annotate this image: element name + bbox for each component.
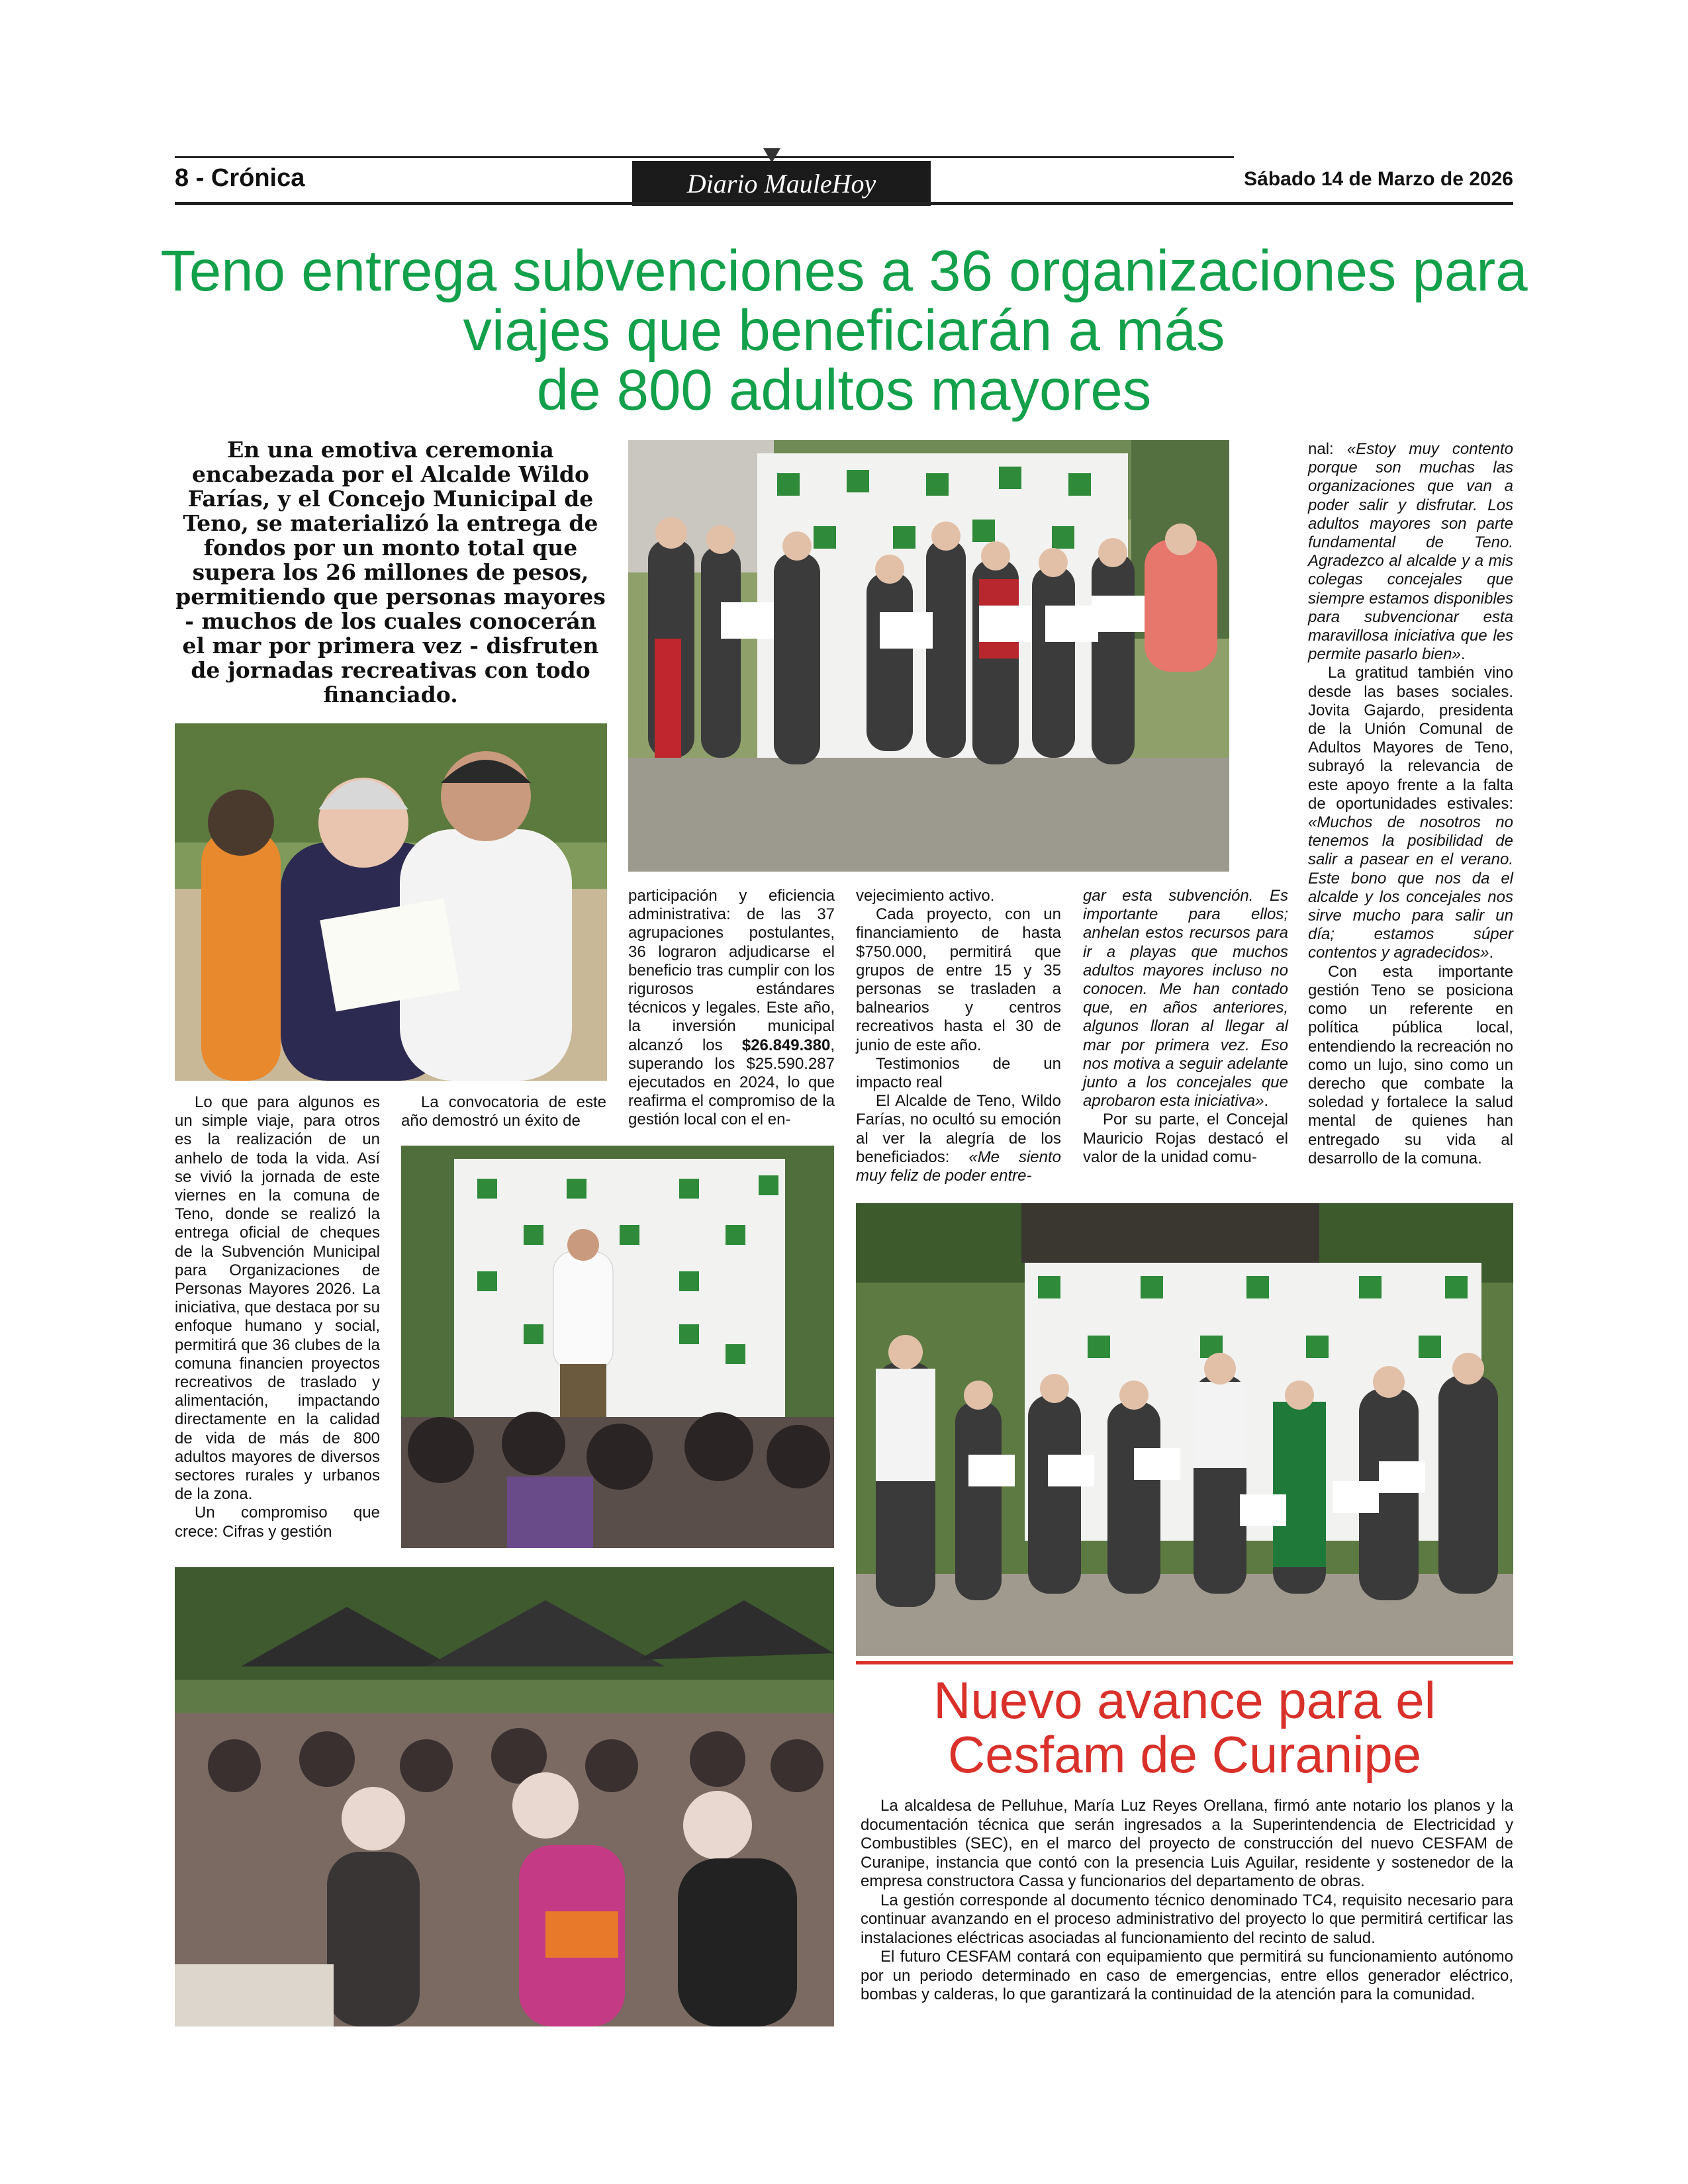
- text-column-2: [401, 1093, 606, 1130]
- paragraph: La convocatoria de este año demostró un éxito de: [401, 1093, 606, 1130]
- photo-group-recipients: [856, 1203, 1513, 1656]
- paragraph: [1308, 440, 1513, 664]
- subheading: Testimonios de un impacto real: [856, 1054, 1061, 1092]
- text-column-3: [628, 887, 835, 1130]
- text-column-1: [175, 1093, 380, 1541]
- section-label: 8 - Crónica: [175, 164, 305, 192]
- header-top-rule: [175, 156, 1234, 158]
- header-bottom-rule: [175, 202, 1513, 205]
- paragraph: La alcaldesa de Pelluhue, María Luz Reyes Orellana, firmó ante notario los planos y la documentación técnica que serán ingresados a la Superintendencia de Electricidad y Combustibles (SEC), en el marco del proyecto de construcción del nuevo CESFAM de Curanipe, instancia que contó con la presencia Luis Aguilar, residente y sostenedor de la empresa constructora Cassa y funcionarios del departamento de obras.: [861, 1797, 1513, 1890]
- text-run: participación y eficiencia administrativa: de las 37 agrupaciones postulantes, 36 lograron adjudicarse el beneficio tras cumplir con los rigurosos estándares técnicos y legales. Este año, la inversión municipal alcanzó los: [628, 887, 835, 1054]
- text-run: .: [1460, 645, 1466, 664]
- text-run: .: [1264, 1092, 1269, 1111]
- headline-line-2: viajes que beneficiarán a más: [463, 298, 1225, 363]
- text-run: El Alcalde de Teno, Wildo Farías, no ocultó su emoción al ver la alegría de los beneficiados:: [856, 1092, 1061, 1166]
- paragraph: [1083, 887, 1288, 1111]
- text-column-4: [856, 887, 1061, 1185]
- quote: «Estoy muy contento porque son muchas las organizaciones que van a poder salir y disfrutar. Los adultos mayores son parte fundamental de Teno. Agradezco al alcalde y a mis colegas concejales que siempre estamos disponibles para subvencionar esta maravillosa iniciativa que les permite pasarlo bien»: [1308, 440, 1513, 664]
- photo-group-ceremony: [628, 440, 1229, 872]
- quote: gar esta subvención. Es importante para ellos; anhelan estos recursos para ir a playas que muchos adultos mayores incluso no conocen. Me han contado que, en años anteriores, algunos lloran al llegar al mar por primera vez. Eso nos motiva a seguir adelante junto a los concejales que aprobaron esta iniciativa»: [1083, 887, 1288, 1111]
- article2-headline: [856, 1673, 1513, 1782]
- paragraph: La gestión corresponde al documento técnico denominado TC4, requisito necesario para continuar avanzando en el proceso administrativo del proyecto lo que permitirá certificar las instalaciones eléctricas asociadas al funcionamiento del recinto de salud.: [861, 1891, 1513, 1947]
- text-column-6: [1308, 440, 1513, 1168]
- paragraph: vejecimiento activo.: [856, 887, 995, 905]
- article-headline: [152, 239, 1536, 422]
- headline-line-3: de 800 adultos mayores: [536, 358, 1152, 422]
- headline-line-1: Teno entrega subvenciones a 36 organizaciones para: [160, 239, 1528, 303]
- paragraph: [628, 887, 835, 1130]
- photo-hug: [175, 723, 607, 1081]
- article-lead: En una emotiva ceremonia encabezada por el Alcalde Wildo Farías, y el Concejo Municipal de Teno, se materializó la entrega de fondos por un monto total que supera los 26 millones de pesos, permitiendo que personas mayores - muchos de los cuales conocerán el mar por primera vez - disfruten de jornadas recreativas con todo financiado.: [175, 437, 606, 707]
- masthead-logo: Diario MauleHoy: [632, 161, 931, 206]
- paragraph: El futuro CESFAM contará con equipamiento que permitirá su funcionamiento autónomo por un periodo determinado en caso de emergencias, entre ellos generador eléctrico, bombas y calderas, lo que garantizará la continuidad de la atención para la comunidad.: [861, 1948, 1513, 2003]
- paragraph: Lo que para algunos es un simple viaje, para otros es la realización de un anhelo de toda la vida. Así se vivió la jornada de este viernes en la comuna de Teno, donde se realizó la entrega oficial de cheques de la Subvención Municipal para Organizaciones de Personas Mayores 2026. La iniciativa, que destaca por su enfoque humano y social, permitirá que 36 clubes de la comuna financien proyectos recreativos de traslado y alimentación, impactando directamente en la calidad de vida de más de 800 adultos mayores de diversos sectores rurales y urbanos de la zona.: [175, 1093, 380, 1504]
- text-run: , superando los $25.590.287 ejecutados en 2024, lo que reafirma el compromiso de la gestión local con el en-: [628, 1036, 835, 1129]
- highlight-amount: $26.849.380: [741, 1036, 831, 1054]
- subheading: Un compromiso que crece: Cifras y gestión: [175, 1504, 380, 1541]
- paragraph: Con esta importante gestión Teno se posiciona como un referente en política pública local, entendiendo la recreación no como un lujo, sino como un derecho que combate la soledad y fortalece la salud mental de quienes han entregado su vida al desarrollo de la comuna.: [1308, 962, 1513, 1167]
- photo-audience: [175, 1567, 834, 2026]
- paragraph: Por su parte, el Concejal Mauricio Rojas destacó el valor de la unidad comu-: [1083, 1111, 1288, 1166]
- text-run: .: [1489, 944, 1494, 962]
- quote: «Me siento muy feliz de poder entre-: [856, 1148, 1061, 1185]
- issue-date: Sábado 14 de Marzo de 2026: [1244, 168, 1513, 190]
- article2-body: [861, 1797, 1513, 2005]
- text-run: La gratitud también vino desde las bases sociales. Jovita Gajardo, presidenta de la Unión Comunal de Adultos Mayores de Teno, subrayó la relevancia de este apoyo frente a la falta de oportunidades estivales:: [1308, 664, 1513, 813]
- paragraph: Cada proyecto, con un financiamiento de hasta $750.000, permitirá que grupos de entre 15 y 35 personas se trasladen a balnearios y centros recreativos hasta el 30 de junio de este año.: [856, 905, 1061, 1054]
- headline-line-1: Nuevo avance para el: [933, 1671, 1436, 1729]
- quote: «Muchos de nosotros no tenemos la posibilidad de salir a pasear en el verano. Este bono que nos da el alcalde y los concejales nos sirve mucho para salir un día; estamos súper contentos y agradecidos»: [1308, 813, 1513, 962]
- paragraph: [1308, 664, 1513, 962]
- text-run: nal:: [1308, 440, 1347, 458]
- headline-line-2: Cesfam de Curanipe: [947, 1725, 1422, 1784]
- photo-speaker: [401, 1146, 834, 1548]
- article2-top-rule: [856, 1661, 1513, 1664]
- paragraph: [856, 1092, 1061, 1185]
- text-column-5: [1083, 887, 1288, 1167]
